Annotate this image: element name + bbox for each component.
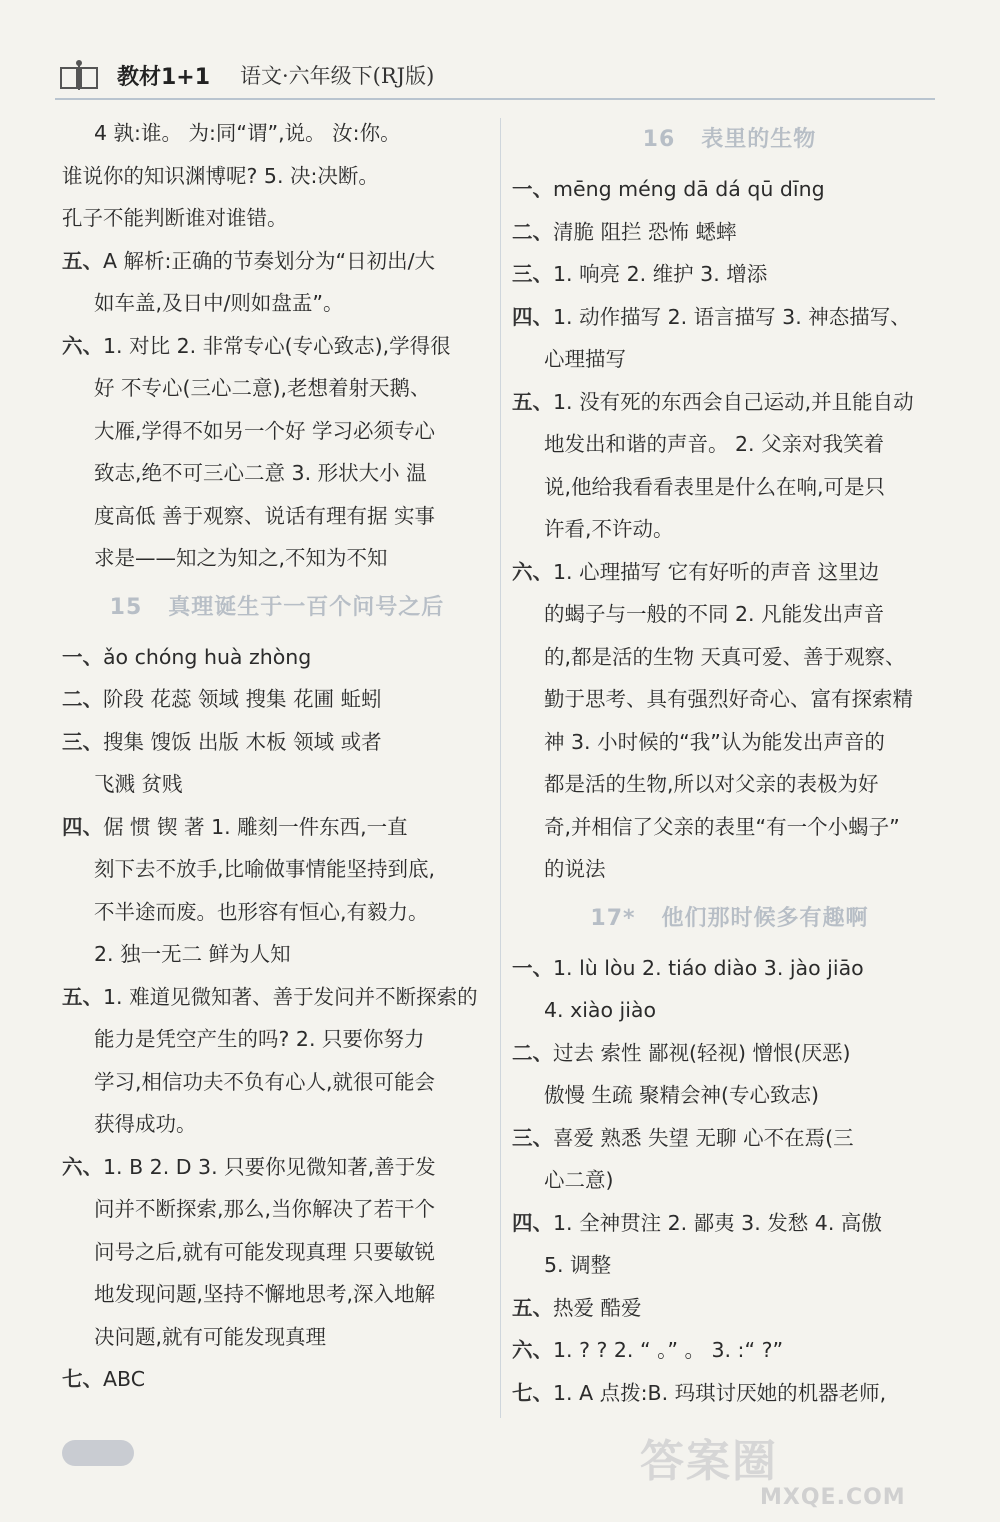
answer-line <box>62 112 492 155</box>
answer-text: 1. 动作描写 2. 语言描写 3. 神态描写、 <box>553 304 911 329</box>
answer-line <box>512 806 947 849</box>
section-title-text: 他们那时候多有趣啊 <box>661 905 869 931</box>
answer-line <box>512 508 947 551</box>
answer-line <box>62 367 492 410</box>
question-marker: 六、 <box>512 1338 553 1362</box>
answer-line <box>512 848 947 891</box>
answer-text: 决问题,就有可能发现真理 <box>94 1324 327 1349</box>
answer-text: 如车盖,及日中/则如盘盂”。 <box>94 291 344 315</box>
question-marker: 四、 <box>512 304 553 329</box>
answer-line <box>62 1188 492 1231</box>
question-marker: 六、 <box>62 1154 103 1179</box>
answer-line <box>512 338 947 381</box>
answer-text: 1. 心理描写 它有好听的声音 这里边 <box>553 559 880 584</box>
answer-text: 学习,相信功夫不负有心人,就很可能会 <box>94 1069 436 1094</box>
answer-text: 阶段 花蕊 领域 搜集 花圃 蚯蚓 <box>103 687 382 711</box>
answer-line <box>512 1329 947 1372</box>
question-marker: 五、 <box>512 389 553 414</box>
answer-text: 4 孰:谁。 为:同“谓”,说。 汝:你。 <box>94 121 401 145</box>
question-marker: 五、 <box>512 1295 553 1320</box>
section-title <box>62 580 492 636</box>
answer-text: 倨 惯 锲 著 1. 雕刻一件东西,一直 <box>103 814 408 839</box>
answer-line <box>62 1061 492 1104</box>
answer-text: 好 不专心(三心二意),老想着射天鹅、 <box>94 376 431 400</box>
question-marker: 六、 <box>62 333 103 358</box>
answer-line <box>512 678 947 721</box>
answer-text: 心理描写 <box>544 347 626 371</box>
answer-line <box>62 1273 492 1316</box>
answer-line <box>512 423 947 466</box>
answer-line <box>62 636 492 679</box>
answer-text: 孔子不能判断谁对谁错。 <box>62 206 288 230</box>
question-marker: 三、 <box>62 729 103 754</box>
answer-line <box>62 155 492 198</box>
answer-text: 搜集 馊饭 出版 木板 领域 或者 <box>103 729 382 754</box>
answer-line <box>62 806 492 849</box>
question-marker: 七、 <box>512 1380 553 1405</box>
answer-line <box>512 1372 947 1415</box>
question-marker: 二、 <box>62 687 103 711</box>
question-marker: 二、 <box>512 219 553 244</box>
answer-line <box>512 1159 947 1202</box>
answer-text: 都是活的生物,所以对父亲的表极为好 <box>544 772 879 796</box>
answer-text: 获得成功。 <box>94 1112 197 1136</box>
answer-line <box>62 933 492 976</box>
answer-line <box>512 551 947 594</box>
answer-line <box>62 282 492 325</box>
answer-text: 傲慢 生疏 聚精会神(专心致志) <box>544 1083 820 1107</box>
answer-text: 的蝎子与一般的不同 2. 凡能发出声音 <box>544 602 885 626</box>
section-number: 16 <box>642 127 676 152</box>
answer-text: 1. 对比 2. 非常专心(专心致志),学得很 <box>103 333 451 358</box>
answer-line <box>512 1032 947 1075</box>
column-divider <box>500 118 501 1418</box>
answer-line <box>62 721 492 764</box>
answer-line <box>62 410 492 453</box>
section-number: 17* <box>590 905 636 931</box>
answer-line <box>512 211 947 254</box>
answer-line <box>62 1103 492 1146</box>
answer-line <box>512 296 947 339</box>
question-marker: 五、 <box>62 984 103 1009</box>
question-marker: 四、 <box>512 1210 553 1235</box>
answer-line <box>512 253 947 296</box>
question-marker: 一、 <box>62 644 103 669</box>
subject-label: 语文·六年级下(RJ版) <box>240 64 435 88</box>
answer-line <box>62 1231 492 1274</box>
answer-line <box>62 495 492 538</box>
answer-text: 的说法 <box>544 857 606 881</box>
answer-text: 说,他给我看看表里是什么在响,可是只 <box>544 474 886 499</box>
answer-line <box>62 325 492 368</box>
page-header <box>55 52 935 100</box>
left-column <box>62 112 492 1401</box>
answer-line <box>62 537 492 580</box>
question-marker: 七、 <box>62 1367 103 1391</box>
question-marker: 一、 <box>512 177 553 201</box>
answer-text: 致志,绝不可三心二意 3. 形状大小 温 <box>94 461 427 485</box>
answer-line <box>62 678 492 721</box>
answer-line <box>512 381 947 424</box>
section-title <box>512 891 947 947</box>
answer-line <box>62 1316 492 1359</box>
answer-text: 5. 调整 <box>544 1253 612 1277</box>
answer-line <box>62 1146 492 1189</box>
answer-text: 1. ? ? 2. “ 。” 。 3. :“ ?” <box>553 1338 784 1362</box>
answer-text: 清脆 阻拦 恐怖 蟋蟀 <box>553 219 737 244</box>
answer-text: 1. 全神贯注 2. 鄙夷 3. 发愁 4. 高傲 <box>553 1210 882 1235</box>
section-title <box>512 112 947 168</box>
answer-text: 地发现问题,坚持不懈地思考,深入地解 <box>94 1282 436 1306</box>
answer-text: 问号之后,就有可能发现真理 只要敏锐 <box>94 1239 436 1264</box>
answer-text: 度高低 善于观察、说话有理有据 实事 <box>94 503 436 528</box>
answer-line <box>62 1018 492 1061</box>
answer-text: 勤于思考、具有强烈好奇心、富有探索精 <box>544 687 913 711</box>
question-marker: 三、 <box>512 1125 553 1150</box>
answer-text: ǎo chóng huà zhòng <box>103 644 312 669</box>
answer-text: 求是——知之为知之,不知为不知 <box>94 546 388 570</box>
answer-text: 1. 响亮 2. 维护 3. 增添 <box>553 262 768 286</box>
answer-line <box>62 763 492 806</box>
answer-text: 地发出和谐的声音。 2. 父亲对我笑着 <box>544 432 885 456</box>
answer-text: 1. 没有死的东西会自己运动,并且能自动 <box>553 389 914 414</box>
answer-line <box>62 891 492 934</box>
answer-line <box>512 1074 947 1117</box>
answer-text: 1. A 点拨:B. 玛琪讨厌她的机器老师, <box>553 1380 887 1405</box>
question-marker: 四、 <box>62 814 103 839</box>
section-title-text: 表里的生物 <box>701 127 817 152</box>
book-logo-icon <box>59 58 99 94</box>
answer-text: 能力是凭空产生的吗? 2. 只要你努力 <box>94 1027 425 1051</box>
answer-text: 的,都是活的生物 天真可爱、善于观察、 <box>544 644 906 669</box>
answer-line <box>512 1244 947 1287</box>
answer-line <box>62 197 492 240</box>
answer-line <box>512 466 947 509</box>
answer-text: A 解析:正确的节奏划分为“日初出/大 <box>103 248 435 273</box>
watermark-logo: 答案圈 <box>640 1436 778 1487</box>
answer-line <box>62 240 492 283</box>
answer-line <box>512 1287 947 1330</box>
brand-title: 教材1+1 <box>117 65 211 90</box>
answer-text: 心二意) <box>544 1168 614 1192</box>
answer-line <box>512 1117 947 1160</box>
answer-text: 喜爱 熟悉 失望 无聊 心不在焉(三 <box>553 1125 854 1150</box>
answer-text: 飞溅 贫贱 <box>94 772 183 796</box>
answer-text: 1. lù lòu 2. tiáo diào 3. jào jiāo <box>553 955 864 980</box>
answer-text: ABC <box>103 1367 146 1391</box>
answer-line <box>62 976 492 1019</box>
answer-text: 许看,不许动。 <box>544 517 674 541</box>
question-marker: 三、 <box>512 262 553 286</box>
page-number-badge <box>62 1440 134 1466</box>
answer-text: 1. 难道见微知著、善于发问并不断探索的 <box>103 984 478 1009</box>
answer-line <box>512 763 947 806</box>
answer-line <box>512 636 947 679</box>
right-column <box>512 112 947 1414</box>
answer-line <box>512 947 947 990</box>
answer-line <box>512 168 947 211</box>
answer-text: 1. B 2. D 3. 只要你见微知著,善于发 <box>103 1154 436 1179</box>
answer-text: 神 3. 小时候的“我”认为能发出声音的 <box>544 729 885 754</box>
answer-text: mēng méng dā dá qū dīng <box>553 177 825 201</box>
answer-line <box>62 848 492 891</box>
answer-text: 4. xiào jiào <box>544 998 657 1022</box>
answer-text: 奇,并相信了父亲的表里“有一个小蝎子” <box>544 814 900 839</box>
answer-text: 谁说你的知识渊博呢? 5. 决:决断。 <box>62 163 379 188</box>
section-title-text: 真理诞生于一百个问号之后 <box>168 594 445 620</box>
answer-text: 不半途而废。也形容有恒心,有毅力。 <box>94 899 429 924</box>
question-marker: 六、 <box>512 559 553 584</box>
answer-text: 2. 独一无二 鲜为人知 <box>94 942 291 966</box>
answer-line <box>512 593 947 636</box>
answer-text: 刻下去不放手,比喻做事情能坚持到底, <box>94 857 436 881</box>
answer-line <box>62 452 492 495</box>
answer-text: 过去 索性 鄙视(轻视) 憎恨(厌恶) <box>553 1040 851 1065</box>
question-marker: 二、 <box>512 1040 553 1065</box>
watermark-url: MXQE.COM <box>760 1485 906 1510</box>
answer-text: 问并不断探索,那么,当你解决了若干个 <box>94 1197 436 1221</box>
section-number: 15 <box>109 594 143 620</box>
question-marker: 五、 <box>62 248 103 273</box>
answer-line <box>62 1358 492 1401</box>
answer-text: 大雁,学得不如另一个好 学习必须专心 <box>94 418 436 443</box>
question-marker: 一、 <box>512 955 553 980</box>
answer-line <box>512 989 947 1032</box>
answer-text: 热爱 酷爱 <box>553 1295 642 1320</box>
answer-line <box>512 1202 947 1245</box>
answer-line <box>512 721 947 764</box>
